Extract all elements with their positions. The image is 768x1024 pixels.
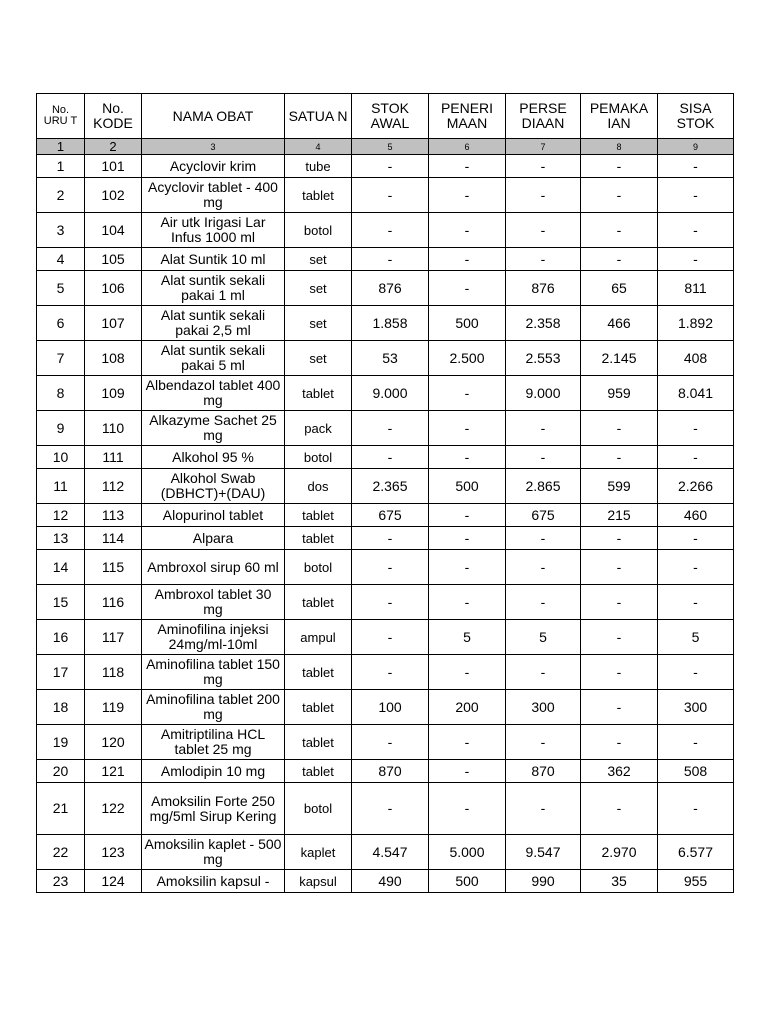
pemakaian-value: - [581, 178, 658, 213]
persediaan-value: - [506, 213, 581, 248]
penerimaan-value: - [429, 248, 506, 271]
pemakaian-value: 65 [581, 271, 658, 306]
row-number: 20 [37, 760, 85, 783]
drug-name: Aminofilina tablet 200 mg [142, 690, 285, 725]
header-stok-awal: STOK AWAL [352, 94, 429, 139]
sisa-stok-value: 955 [658, 870, 734, 893]
column-number: 3 [142, 139, 285, 155]
drug-name: Alkohol Swab (DBHCT)+(DAU) [142, 469, 285, 504]
row-number: 9 [37, 411, 85, 446]
column-number: 4 [285, 139, 352, 155]
row-number: 18 [37, 690, 85, 725]
sisa-stok-value: 408 [658, 341, 734, 376]
table-row [37, 870, 734, 893]
penerimaan-value: - [429, 527, 506, 550]
penerimaan-value: - [429, 655, 506, 690]
table-row [37, 690, 734, 725]
header-no-urut: No. URU T [37, 94, 85, 139]
row-number: 5 [37, 271, 85, 306]
drug-code: 118 [85, 655, 142, 690]
row-number: 14 [37, 550, 85, 585]
stok-awal-value: - [352, 411, 429, 446]
penerimaan-value: - [429, 411, 506, 446]
drug-name: Amlodipin 10 mg [142, 760, 285, 783]
stok-awal-value: 9.000 [352, 376, 429, 411]
stok-awal-value: 4.547 [352, 835, 429, 870]
table-row [37, 271, 734, 306]
unit: tablet [285, 655, 352, 690]
header-satuan: SATUA N [285, 94, 352, 139]
stok-awal-value: - [352, 655, 429, 690]
unit: ampul [285, 620, 352, 655]
drug-name: Air utk Irigasi Lar Infus 1000 ml [142, 213, 285, 248]
header-penerimaan: PENERI MAAN [429, 94, 506, 139]
row-number: 12 [37, 504, 85, 527]
drug-name: Amoksilin Forte 250 mg/5ml Sirup Kering [142, 783, 285, 835]
stok-awal-value: - [352, 178, 429, 213]
drug-code: 104 [85, 213, 142, 248]
table-row [37, 725, 734, 760]
table-row [37, 585, 734, 620]
persediaan-value: 9.000 [506, 376, 581, 411]
column-number: 6 [429, 139, 506, 155]
drug-code: 112 [85, 469, 142, 504]
column-number: 1 [37, 139, 85, 155]
drug-stock-table [36, 93, 734, 893]
sisa-stok-value: - [658, 411, 734, 446]
pemakaian-value: - [581, 655, 658, 690]
penerimaan-value: - [429, 760, 506, 783]
drug-name: Amoksilin kapsul - [142, 870, 285, 893]
penerimaan-value: - [429, 550, 506, 585]
sisa-stok-value: - [658, 155, 734, 178]
row-number: 13 [37, 527, 85, 550]
unit: set [285, 248, 352, 271]
unit: tablet [285, 527, 352, 550]
stok-awal-value: - [352, 155, 429, 178]
stok-awal-value: 1.858 [352, 306, 429, 341]
unit: tube [285, 155, 352, 178]
persediaan-value: 876 [506, 271, 581, 306]
persediaan-value: - [506, 527, 581, 550]
row-number: 11 [37, 469, 85, 504]
penerimaan-value: - [429, 155, 506, 178]
penerimaan-value: - [429, 446, 506, 469]
persediaan-value: - [506, 725, 581, 760]
stok-awal-value: - [352, 527, 429, 550]
drug-name: Alopurinol tablet [142, 504, 285, 527]
persediaan-value: - [506, 655, 581, 690]
drug-code: 107 [85, 306, 142, 341]
drug-code: 110 [85, 411, 142, 446]
sisa-stok-value: 1.892 [658, 306, 734, 341]
row-number: 10 [37, 446, 85, 469]
stok-awal-value: - [352, 446, 429, 469]
unit: tablet [285, 585, 352, 620]
drug-code: 124 [85, 870, 142, 893]
penerimaan-value: - [429, 504, 506, 527]
drug-name: Acyclovir tablet - 400 mg [142, 178, 285, 213]
sisa-stok-value: 300 [658, 690, 734, 725]
stok-awal-value: - [352, 213, 429, 248]
drug-name: Alkazyme Sachet 25 mg [142, 411, 285, 446]
stok-awal-value: 870 [352, 760, 429, 783]
pemakaian-value: 215 [581, 504, 658, 527]
persediaan-value: - [506, 248, 581, 271]
pemakaian-value: 959 [581, 376, 658, 411]
table-row [37, 760, 734, 783]
table-row [37, 469, 734, 504]
row-number: 3 [37, 213, 85, 248]
sisa-stok-value: - [658, 446, 734, 469]
drug-code: 121 [85, 760, 142, 783]
drug-code: 111 [85, 446, 142, 469]
sisa-stok-value: 2.266 [658, 469, 734, 504]
pemakaian-value: - [581, 550, 658, 585]
drug-code: 123 [85, 835, 142, 870]
penerimaan-value: - [429, 213, 506, 248]
table-row [37, 527, 734, 550]
table-row [37, 411, 734, 446]
stok-awal-value: - [352, 550, 429, 585]
persediaan-value: 5 [506, 620, 581, 655]
persediaan-value: 9.547 [506, 835, 581, 870]
sisa-stok-value: - [658, 248, 734, 271]
penerimaan-value: 200 [429, 690, 506, 725]
table-row [37, 835, 734, 870]
unit: botol [285, 213, 352, 248]
penerimaan-value: - [429, 725, 506, 760]
persediaan-value: - [506, 783, 581, 835]
unit: tablet [285, 760, 352, 783]
penerimaan-value: 2.500 [429, 341, 506, 376]
drug-name: Albendazol tablet 400 mg [142, 376, 285, 411]
row-number: 2 [37, 178, 85, 213]
drug-code: 106 [85, 271, 142, 306]
penerimaan-value: - [429, 783, 506, 835]
unit: pack [285, 411, 352, 446]
sisa-stok-value: - [658, 550, 734, 585]
persediaan-value: - [506, 155, 581, 178]
drug-name: Alkohol 95 % [142, 446, 285, 469]
drug-name: Alat Suntik 10 ml [142, 248, 285, 271]
persediaan-value: - [506, 178, 581, 213]
sisa-stok-value: - [658, 178, 734, 213]
table-body [37, 139, 734, 893]
unit: tablet [285, 376, 352, 411]
drug-code: 114 [85, 527, 142, 550]
sisa-stok-value: 460 [658, 504, 734, 527]
unit: kaplet [285, 835, 352, 870]
stok-awal-value: 876 [352, 271, 429, 306]
drug-code: 101 [85, 155, 142, 178]
pemakaian-value: - [581, 690, 658, 725]
column-number: 9 [658, 139, 734, 155]
row-number: 15 [37, 585, 85, 620]
table-row [37, 504, 734, 527]
pemakaian-value: - [581, 585, 658, 620]
drug-code: 117 [85, 620, 142, 655]
drug-name: Alpara [142, 527, 285, 550]
unit: tablet [285, 178, 352, 213]
persediaan-value: 2.358 [506, 306, 581, 341]
unit: dos [285, 469, 352, 504]
drug-code: 108 [85, 341, 142, 376]
column-number: 2 [85, 139, 142, 155]
sisa-stok-value: - [658, 585, 734, 620]
drug-code: 105 [85, 248, 142, 271]
drug-name: Aminofilina tablet 150 mg [142, 655, 285, 690]
table-row [37, 155, 734, 178]
penerimaan-value: 5.000 [429, 835, 506, 870]
penerimaan-value: - [429, 271, 506, 306]
drug-name: Alat suntik sekali pakai 5 ml [142, 341, 285, 376]
sisa-stok-value: 5 [658, 620, 734, 655]
persediaan-value: - [506, 585, 581, 620]
row-number: 6 [37, 306, 85, 341]
penerimaan-value: 500 [429, 469, 506, 504]
row-number: 4 [37, 248, 85, 271]
pemakaian-value: - [581, 620, 658, 655]
unit: kapsul [285, 870, 352, 893]
sisa-stok-value: - [658, 655, 734, 690]
drug-name: Alat suntik sekali pakai 1 ml [142, 271, 285, 306]
drug-name: Amitriptilina HCL tablet 25 mg [142, 725, 285, 760]
table-row [37, 550, 734, 585]
penerimaan-value: - [429, 178, 506, 213]
persediaan-value: 990 [506, 870, 581, 893]
pemakaian-value: - [581, 527, 658, 550]
stok-awal-value: - [352, 620, 429, 655]
sisa-stok-value: - [658, 527, 734, 550]
row-number: 19 [37, 725, 85, 760]
drug-code: 109 [85, 376, 142, 411]
stok-awal-value: - [352, 783, 429, 835]
stok-awal-value: 100 [352, 690, 429, 725]
stok-awal-value: 2.365 [352, 469, 429, 504]
unit: tablet [285, 725, 352, 760]
unit: tablet [285, 690, 352, 725]
unit: set [285, 306, 352, 341]
drug-code: 116 [85, 585, 142, 620]
table-row [37, 655, 734, 690]
persediaan-value: 870 [506, 760, 581, 783]
row-number: 7 [37, 341, 85, 376]
column-number: 8 [581, 139, 658, 155]
sisa-stok-value: 6.577 [658, 835, 734, 870]
pemakaian-value: - [581, 213, 658, 248]
drug-code: 115 [85, 550, 142, 585]
unit: botol [285, 550, 352, 585]
row-number: 17 [37, 655, 85, 690]
drug-name: Aminofilina injeksi 24mg/ml-10ml [142, 620, 285, 655]
table-row [37, 341, 734, 376]
pemakaian-value: - [581, 783, 658, 835]
header-nama-obat: NAMA OBAT [142, 94, 285, 139]
column-number: 7 [506, 139, 581, 155]
persediaan-value: 675 [506, 504, 581, 527]
pemakaian-value: 2.970 [581, 835, 658, 870]
drug-name: Ambroxol sirup 60 ml [142, 550, 285, 585]
table-row [37, 620, 734, 655]
header-pemakaian: PEMAKA IAN [581, 94, 658, 139]
table-row [37, 376, 734, 411]
pemakaian-value: - [581, 446, 658, 469]
pemakaian-value: 2.145 [581, 341, 658, 376]
pemakaian-value: 599 [581, 469, 658, 504]
unit: tablet [285, 504, 352, 527]
persediaan-value: 2.553 [506, 341, 581, 376]
pemakaian-value: 35 [581, 870, 658, 893]
table-row [37, 783, 734, 835]
persediaan-value: - [506, 550, 581, 585]
pemakaian-value: - [581, 248, 658, 271]
drug-name: Acyclovir krim [142, 155, 285, 178]
header-row [37, 94, 734, 139]
drug-name: Ambroxol tablet 30 mg [142, 585, 285, 620]
table-row [37, 446, 734, 469]
penerimaan-value: 500 [429, 306, 506, 341]
sisa-stok-value: 508 [658, 760, 734, 783]
header-persediaan: PERSE DIAAN [506, 94, 581, 139]
stok-awal-value: 53 [352, 341, 429, 376]
row-number: 8 [37, 376, 85, 411]
drug-name: Amoksilin kaplet - 500 mg [142, 835, 285, 870]
sisa-stok-value: - [658, 213, 734, 248]
unit: botol [285, 446, 352, 469]
drug-code: 102 [85, 178, 142, 213]
penerimaan-value: - [429, 376, 506, 411]
stok-awal-value: - [352, 585, 429, 620]
sisa-stok-value: 8.041 [658, 376, 734, 411]
pemakaian-value: - [581, 725, 658, 760]
table-row [37, 178, 734, 213]
row-number: 1 [37, 155, 85, 178]
pemakaian-value: - [581, 411, 658, 446]
table-row [37, 306, 734, 341]
drug-code: 113 [85, 504, 142, 527]
row-number: 22 [37, 835, 85, 870]
column-number-row [37, 139, 734, 155]
column-number: 5 [352, 139, 429, 155]
header-sisa-stok: SISA STOK [658, 94, 734, 139]
penerimaan-value: - [429, 585, 506, 620]
row-number: 16 [37, 620, 85, 655]
pemakaian-value: 466 [581, 306, 658, 341]
stok-awal-value: 675 [352, 504, 429, 527]
row-number: 23 [37, 870, 85, 893]
drug-name: Alat suntik sekali pakai 2,5 ml [142, 306, 285, 341]
penerimaan-value: 500 [429, 870, 506, 893]
drug-code: 119 [85, 690, 142, 725]
pemakaian-value: 362 [581, 760, 658, 783]
sisa-stok-value: - [658, 725, 734, 760]
sisa-stok-value: 811 [658, 271, 734, 306]
unit: set [285, 271, 352, 306]
drug-code: 122 [85, 783, 142, 835]
sisa-stok-value: - [658, 783, 734, 835]
table-row [37, 248, 734, 271]
pemakaian-value: - [581, 155, 658, 178]
persediaan-value: 2.865 [506, 469, 581, 504]
persediaan-value: - [506, 411, 581, 446]
stok-awal-value: 490 [352, 870, 429, 893]
row-number: 21 [37, 783, 85, 835]
persediaan-value: 300 [506, 690, 581, 725]
unit: set [285, 341, 352, 376]
unit: botol [285, 783, 352, 835]
stok-awal-value: - [352, 248, 429, 271]
header-no-kode: No. KODE [85, 94, 142, 139]
table-row [37, 213, 734, 248]
stok-awal-value: - [352, 725, 429, 760]
drug-code: 120 [85, 725, 142, 760]
penerimaan-value: 5 [429, 620, 506, 655]
persediaan-value: - [506, 446, 581, 469]
